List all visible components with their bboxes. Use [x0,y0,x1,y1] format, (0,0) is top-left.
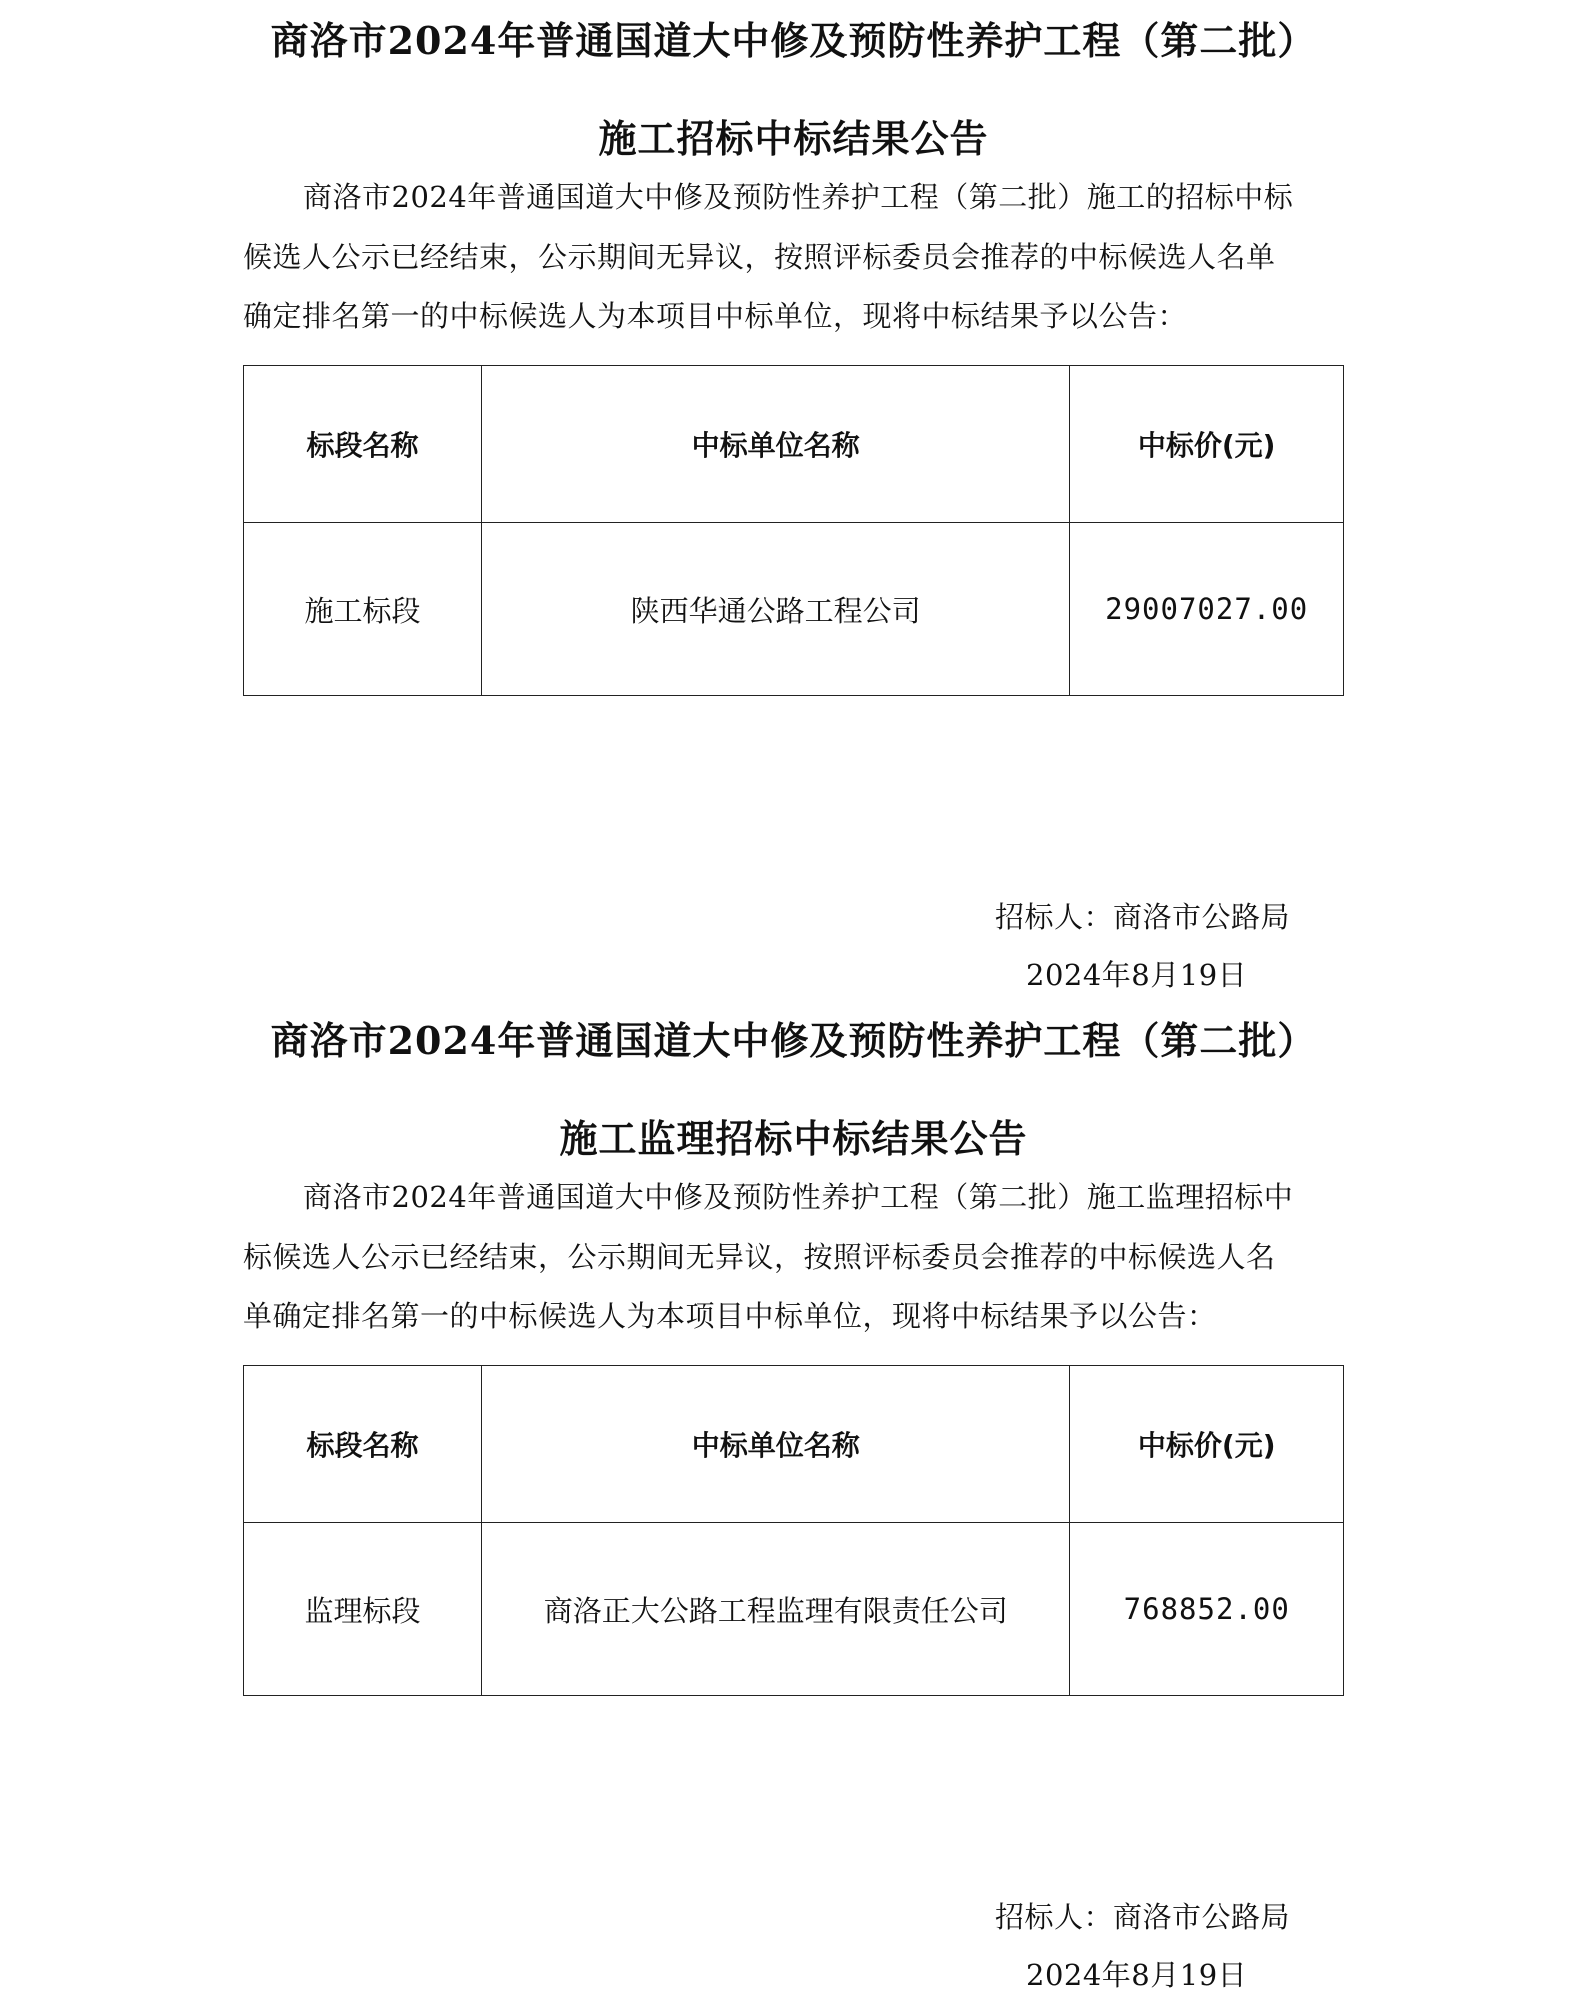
result-table [243,1365,1344,1696]
body-line: 候选人公示已经结束，公示期间无异议，按照评标委员会推荐的中标候选人名单 [243,240,1276,274]
body-line: 商洛市2024年普通国道大中修及预防性养护工程（第二批）施工监理招标中 [303,1180,1294,1214]
result-table [243,365,1344,696]
cell-section-name: 监理标段 [244,1523,482,1696]
header-section-name: 标段名称 [244,366,482,523]
tenderer: 招标人：商洛市公路局 [995,900,1291,934]
notice-title-line2: 施工招标中标结果公告 [598,116,989,161]
table-header-row [244,366,1344,523]
cell-bid-price: 29007027.00 [1070,523,1344,696]
body-line: 单确定排名第一的中标候选人为本项目中标单位，现将中标结果予以公告： [243,1299,1217,1333]
cell-section-name: 施工标段 [244,523,482,696]
table-row [244,1523,1344,1696]
table-header-row [244,1366,1344,1523]
notice-title-line1: 商洛市2024年普通国道大中修及预防性养护工程（第二批） [270,18,1317,63]
body-line: 标候选人公示已经结束，公示期间无异议，按照评标委员会推荐的中标候选人名 [243,1240,1276,1274]
header-winner-name: 中标单位名称 [482,1366,1070,1523]
header-bid-price: 中标价(元) [1070,366,1344,523]
notice-date: 2024年8月19日 [1026,1958,1248,1992]
tenderer: 招标人：商洛市公路局 [995,1900,1291,1934]
notice-title-line2: 施工监理招标中标结果公告 [559,1116,1028,1161]
body-line: 确定排名第一的中标候选人为本项目中标单位，现将中标结果予以公告： [243,299,1188,333]
table-row [244,523,1344,696]
body-line: 商洛市2024年普通国道大中修及预防性养护工程（第二批）施工的招标中标 [303,180,1294,214]
header-winner-name: 中标单位名称 [482,366,1070,523]
cell-winner-name: 陕西华通公路工程公司 [482,523,1070,696]
notice-title-line1: 商洛市2024年普通国道大中修及预防性养护工程（第二批） [270,1018,1317,1063]
header-bid-price: 中标价(元) [1070,1366,1344,1523]
header-section-name: 标段名称 [244,1366,482,1523]
notice-date: 2024年8月19日 [1026,958,1248,992]
cell-bid-price: 768852.00 [1070,1523,1344,1696]
cell-winner-name: 商洛正大公路工程监理有限责任公司 [482,1523,1070,1696]
